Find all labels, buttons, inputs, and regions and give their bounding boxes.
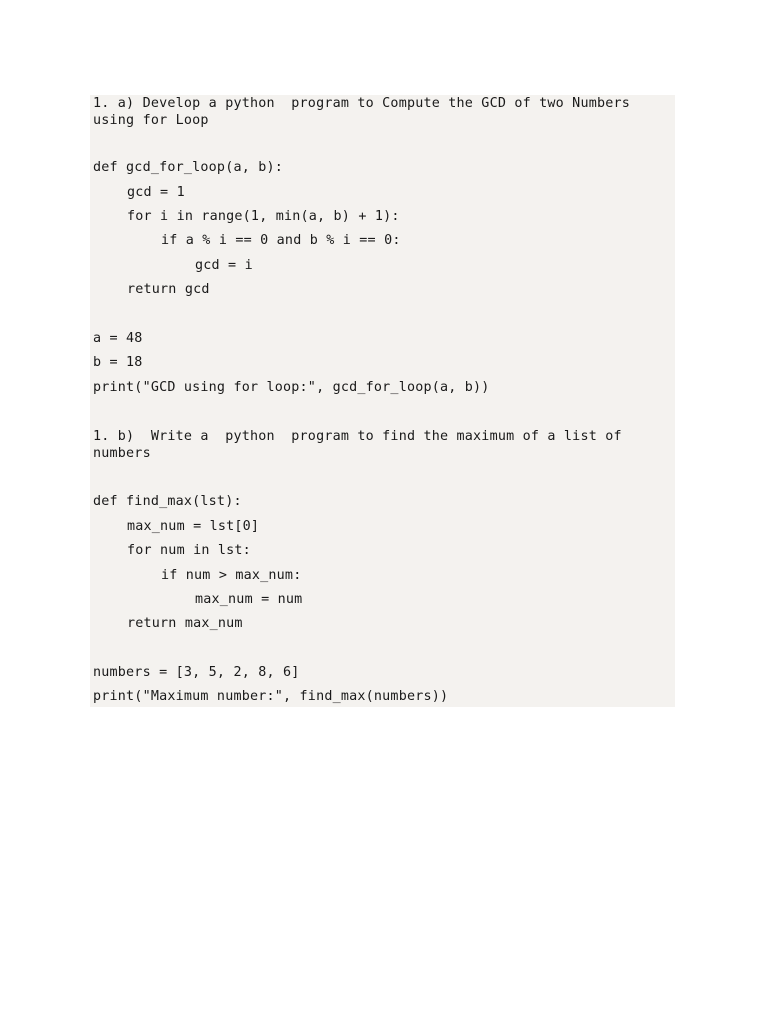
section-b-heading: 1. b) Write a python program to find the maximum of a list of numbers [93,429,631,461]
code-line: for num in lst: [127,543,251,558]
code-line: for i in range(1, min(a, b) + 1): [127,209,400,224]
code-line: gcd = 1 [127,185,185,200]
code-line: if num > max_num: [161,568,302,583]
code-line: max_num = num [195,592,303,607]
code-line: def gcd_for_loop(a, b): [93,160,284,175]
code-line: a = 48 [93,331,143,346]
section-a-heading: 1. a) Develop a python program to Compute the GCD of two Numbers using for Loop [93,96,639,128]
code-line: max_num = lst[0] [127,519,260,534]
code-line: gcd = i [195,258,253,273]
code-line: return gcd [127,282,210,297]
code-line: print("Maximum number:", find_max(numbers)) [93,689,449,704]
code-document [90,95,675,707]
code-line: numbers = [3, 5, 2, 8, 6] [93,665,300,680]
code-line: if a % i == 0 and b % i == 0: [161,233,401,248]
code-line: print("GCD using for loop:", gcd_for_loop(a, b)) [93,380,490,395]
code-line: def find_max(lst): [93,494,242,509]
code-line: b = 18 [93,355,143,370]
code-line: return max_num [127,616,243,631]
